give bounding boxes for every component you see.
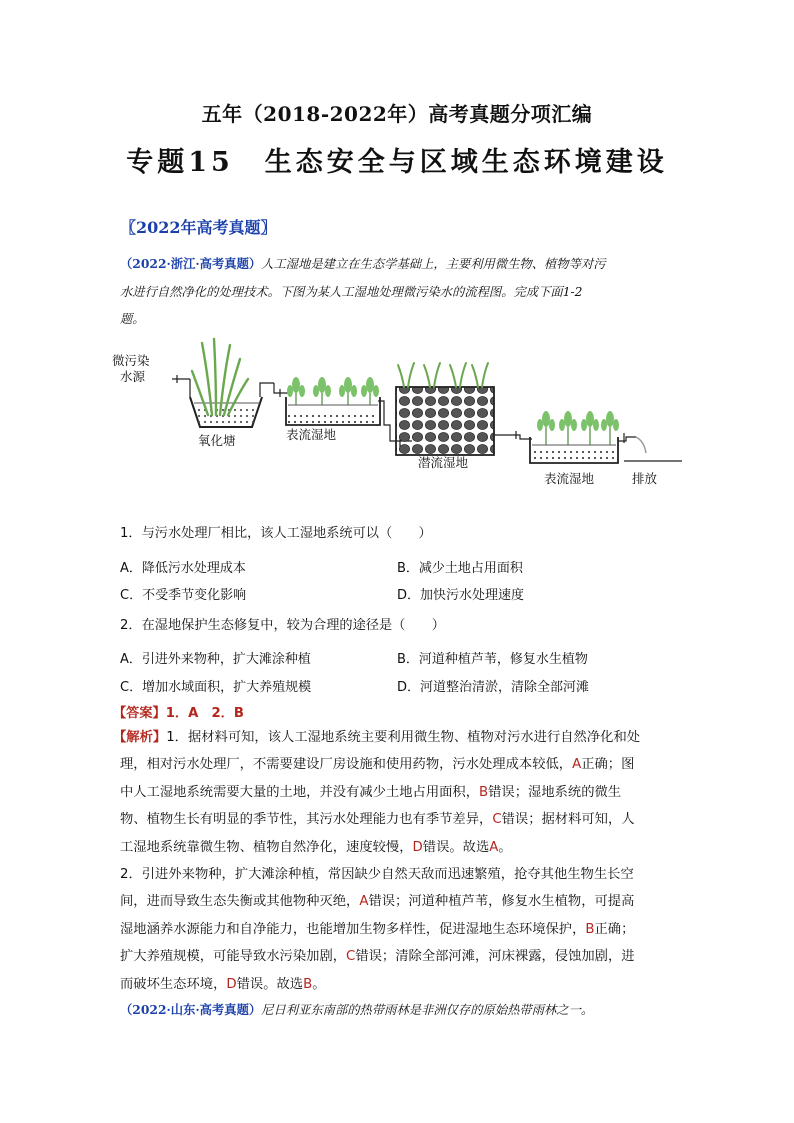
analysis-text: 而破坏生态环境，: [120, 976, 227, 992]
analysis-paragraph-2: [113, 861, 677, 998]
analysis-text: 湿地涵养水源能力和自净能力，也能增加生物多样性，促进湿地生态环境保护，: [120, 921, 586, 937]
question-2-stem: 2．在湿地保护生态修复中，较为合理的途径是（ ）: [120, 618, 445, 633]
analysis-line: [113, 751, 677, 778]
label-discharge: 排放: [632, 471, 658, 486]
analysis-text: 错误；清除全部河滩，河床裸露，侵蚀加剧，进: [355, 949, 635, 965]
analysis-line: [113, 861, 677, 888]
q2-option-b[interactable]: B．河道种植芦苇，修复水生植物: [397, 652, 588, 667]
question-intro: （2022·浙江·高考真题）人工湿地是建立在生态学基础上，主要利用微生物、植物等对污 水进行自然净化的处理技术。下图为某人工湿地处理微污染水的流程图。完成下面1-2 题。: [120, 256, 606, 326]
analysis-line: [113, 943, 677, 970]
analysis-line: [113, 806, 677, 833]
q1-option-a[interactable]: A．降低污水处理成本: [120, 561, 246, 576]
analysis-text: 1．据材料可知，该人工湿地系统主要利用微生物、植物对污水进行自然净化和处: [166, 730, 641, 745]
analysis-text: 。: [498, 839, 512, 855]
analysis-line: [113, 779, 677, 806]
label-source-2: 水源: [120, 369, 146, 384]
label-surface-wetland-1: 表流湿地: [286, 427, 337, 442]
analysis-line: [113, 971, 677, 998]
option-highlight: A: [359, 894, 369, 910]
option-highlight: C: [346, 949, 356, 965]
analysis-text: 工湿地系统靠微生物、植物自然净化，速度较慢，: [120, 839, 413, 855]
analysis-line: [113, 724, 677, 751]
option-highlight: A: [489, 839, 499, 855]
analysis-text: 错误；据材料可知，人: [501, 812, 635, 828]
topic-title: 专题15 生态安全与区域生态环境建设: [126, 147, 668, 178]
analysis-text: 错误；湿地系统的微生: [488, 784, 622, 800]
option-highlight: D: [412, 839, 423, 855]
q1-option-c[interactable]: C．不受季节变化影响: [120, 588, 247, 603]
next-question-intro: （2022·山东·高考真题）尼日利亚东南部的热带雨林是非洲仅存的原始热带雨林之一。: [120, 1002, 594, 1017]
source-tag-2: （2022·山东·高考真题）: [120, 1002, 262, 1017]
analysis-text: 。: [312, 976, 326, 992]
analysis-text: 理，相对污水处理厂，不需要建设厂房设施和使用药物，污水处理成本较低，: [120, 757, 573, 773]
analysis-label: 【解析】: [113, 730, 167, 745]
analysis-text: 间，进而导致生态失衡或其他物种灭绝，: [120, 894, 360, 910]
option-highlight: C: [492, 812, 502, 828]
analysis-line: [113, 916, 677, 943]
analysis-line: [113, 834, 677, 861]
q1-option-d[interactable]: D．加快污水处理速度: [397, 588, 525, 603]
q1-option-b[interactable]: B．减少土地占用面积: [397, 561, 523, 576]
answer-line: 【答案】1．A 2．B: [113, 706, 244, 721]
q2-option-a[interactable]: A．引进外来物种，扩大滩涂种植: [120, 652, 311, 667]
source-tag: （2022·浙江·高考真题）: [120, 256, 262, 271]
analysis-text: 2．引进外来物种，扩大滩涂种植，常因缺少自然天敌而迅速繁殖，抢夺其他生物生长空: [120, 867, 634, 883]
analysis-text: 错误。故选: [236, 976, 304, 992]
analysis-text: 中人工湿地系统需要大量的土地，并没有减少土地占用面积，: [120, 784, 480, 800]
analysis-text: 物、植物生长有明显的季节性，其污水处理能力也有季节差异，: [120, 812, 493, 828]
label-source: 微污染: [112, 353, 150, 368]
analysis-text: 正确；: [594, 921, 635, 937]
q2-option-c[interactable]: C．增加水域面积，扩大养殖规模: [120, 680, 312, 695]
q2-option-d[interactable]: D．河道整治清淤，清除全部河滩: [397, 680, 590, 695]
wetland-flow-diagram: [112, 335, 682, 495]
option-highlight: B: [585, 921, 595, 937]
section-heading: 〖2022年高考真题〗: [120, 218, 277, 237]
label-oxidation-pond: 氧化塘: [198, 433, 236, 448]
option-highlight: B: [303, 976, 313, 992]
label-surface-wetland-2: 表流湿地: [544, 471, 595, 486]
analysis-text: 扩大养殖规模，可能导致水污染加剧，: [120, 949, 347, 965]
option-highlight: B: [479, 784, 489, 800]
analysis-block: [113, 724, 677, 998]
analysis-text: 错误。故选: [422, 839, 490, 855]
option-highlight: A: [572, 757, 582, 773]
question-1-stem: 1．与污水处理厂相比，该人工湿地系统可以（ ）: [120, 526, 432, 541]
analysis-line: [113, 888, 677, 915]
analysis-paragraph-1: [113, 724, 677, 861]
option-highlight: D: [226, 976, 237, 992]
analysis-text: 错误；河道种植芦苇，修复水生植物，可提高: [368, 894, 635, 910]
label-subsurface-wetland: 潜流湿地: [418, 455, 469, 470]
analysis-text: 正确；图: [581, 757, 635, 773]
document-title: 五年（2018-2022年）高考真题分项汇编: [201, 102, 593, 126]
